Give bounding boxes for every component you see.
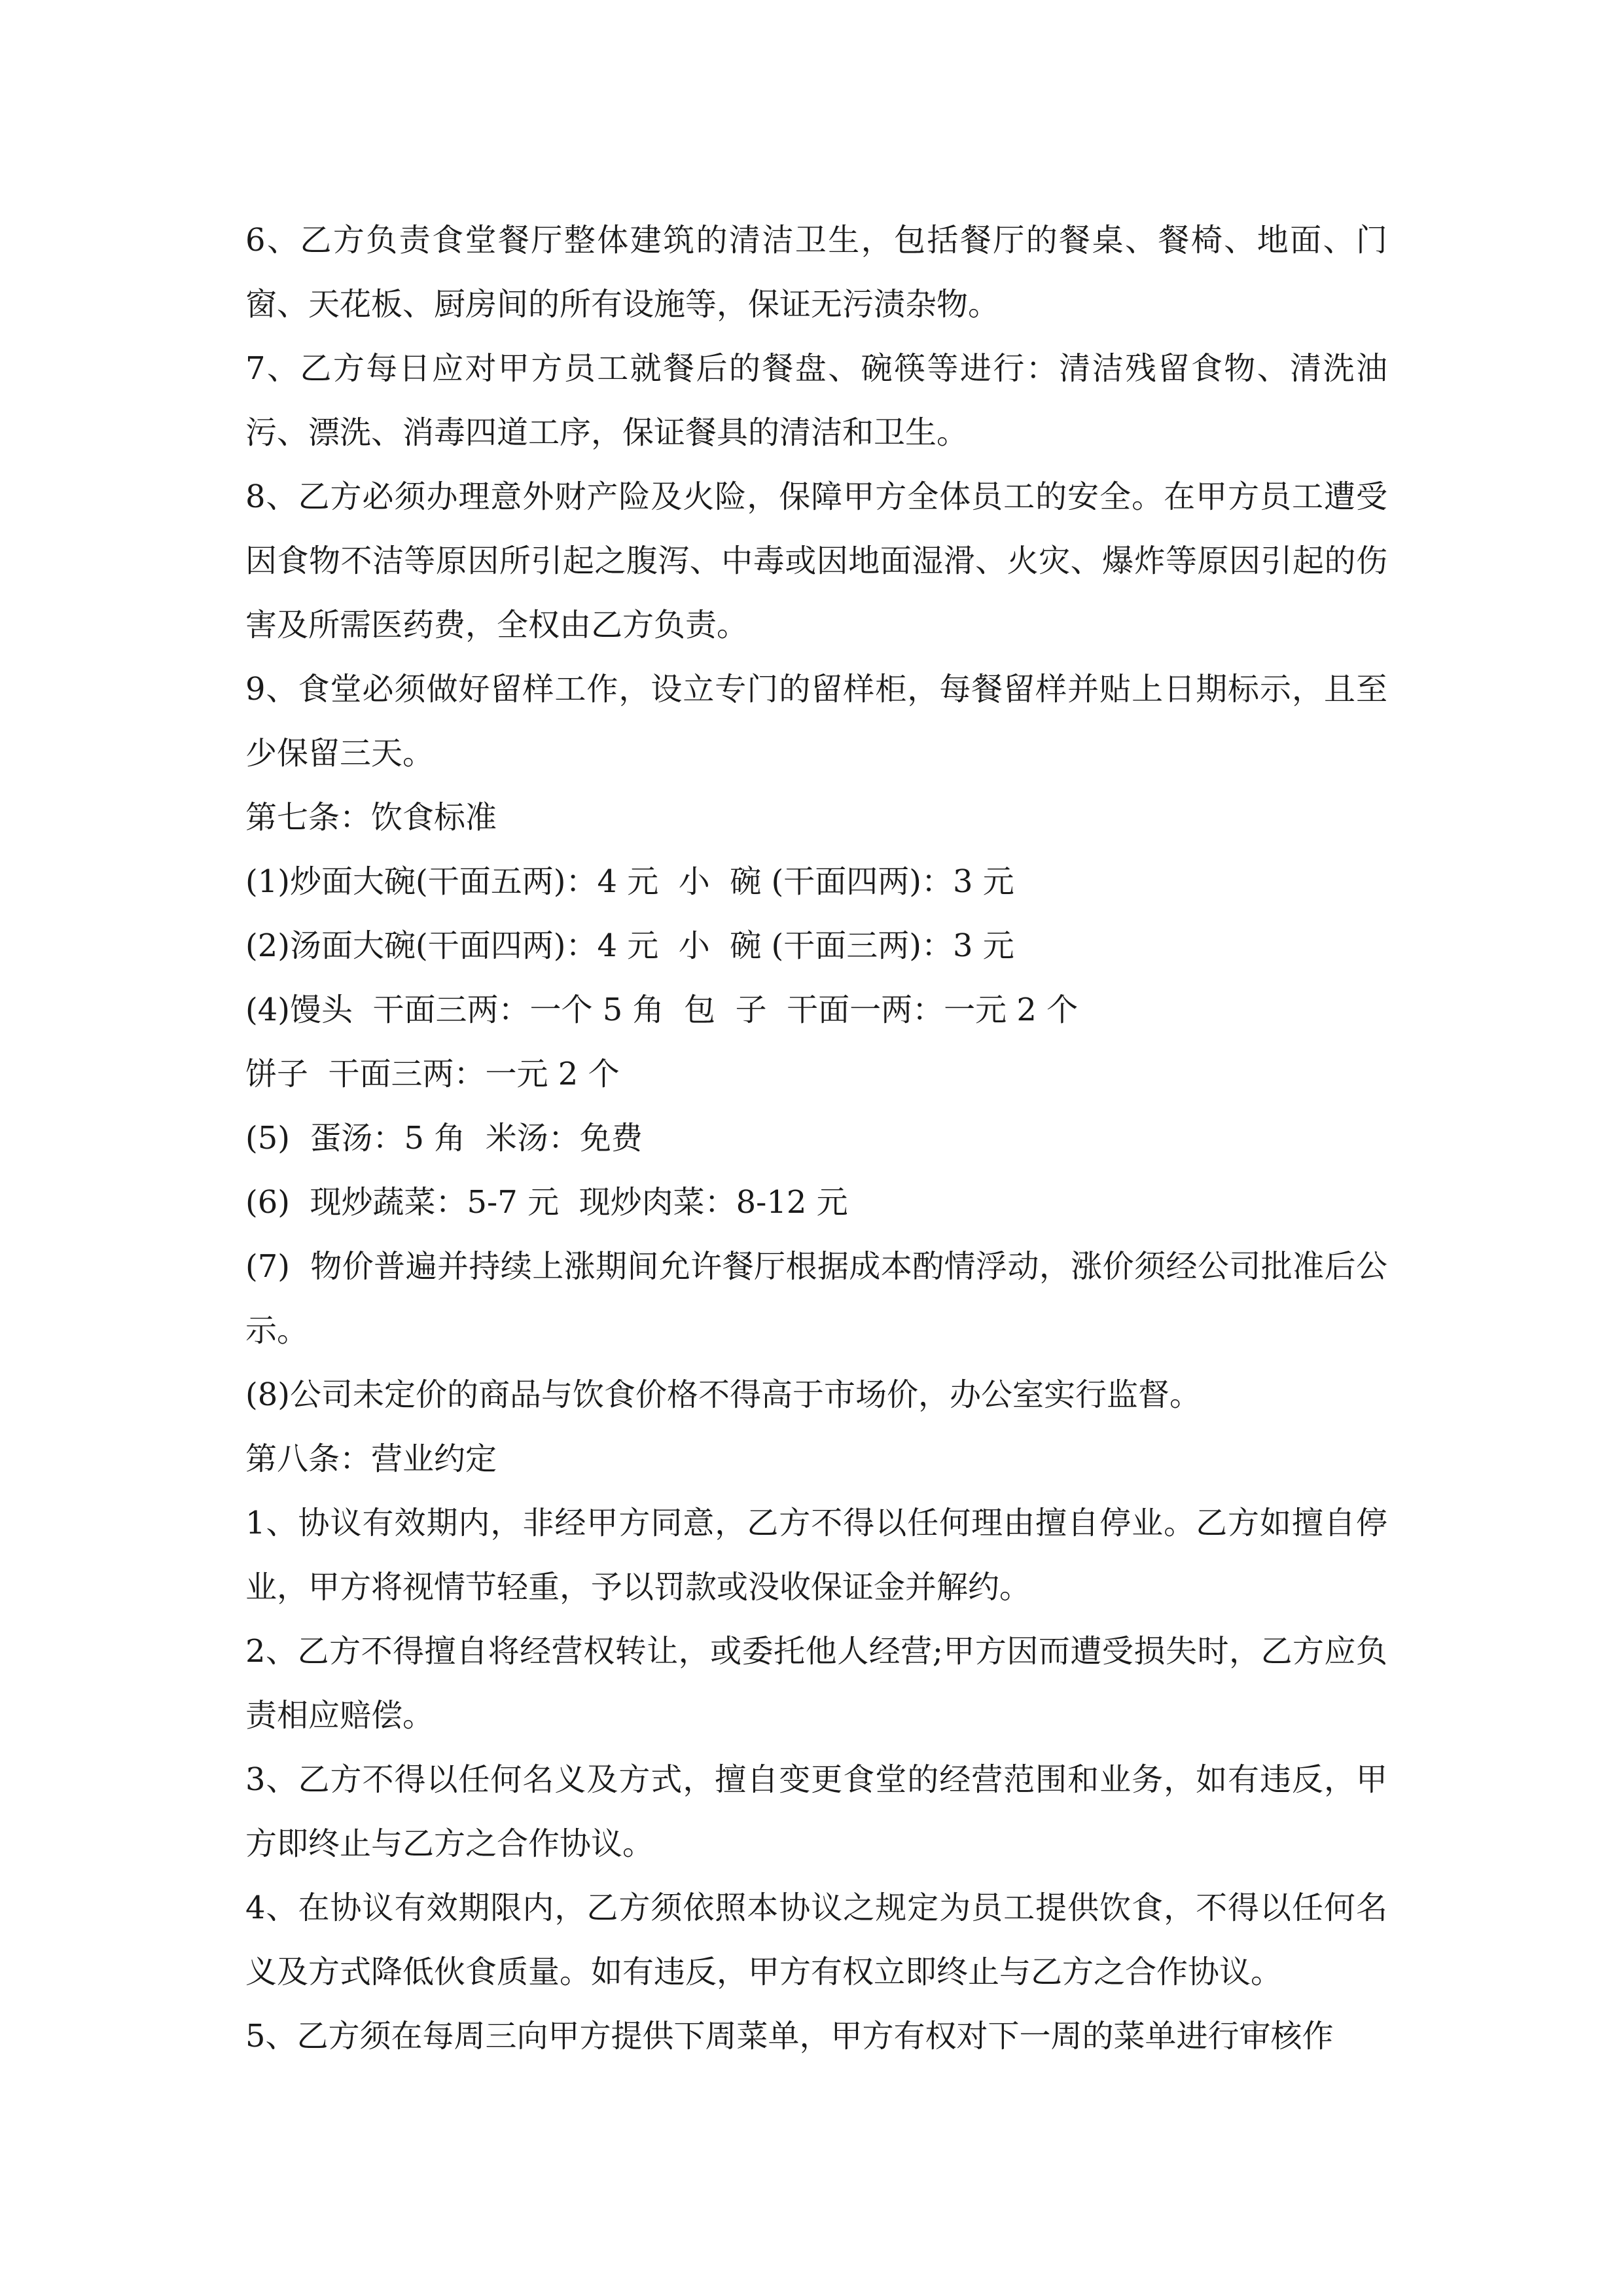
price-item: (1)炒面大碗(干面五两)：4 元 小 碗 (干面四两)：3 元 (245, 863, 1014, 900)
section-heading: 第八条：营业约定 (245, 1441, 497, 1477)
clause-paragraph: 8、乙方必须办理意外财产险及火险，保障甲方全体员工的安全。在甲方员工遭受因食物不洁等原因所引起之腹泻、中毒或因地面湿滑、火灾、爆炸等原因引起的伤害及所需医药费，全权由乙方负责。 (245, 478, 1387, 643)
clause-paragraph: 6、乙方负责食堂餐厅整体建筑的清洁卫生，包括餐厅的餐桌、餐椅、地面、门窗、天花板、厨房间的所有设施等，保证无污渍杂物。 (245, 222, 1387, 323)
clause-paragraph: 4、在协议有效期限内，乙方须依照本协议之规定为员工提供饮食，不得以任何名义及方式降低伙食质量。如有违反，甲方有权立即终止与乙方之合作协议。 (245, 1890, 1387, 1990)
clause-paragraph: 3、乙方不得以任何名义及方式，擅自变更食堂的经营范围和业务，如有违反，甲方即终止与乙方之合作协议。 (245, 1761, 1387, 1862)
section-heading: 第七条：饮食标准 (245, 799, 497, 836)
clause-paragraph: 2、乙方不得擅自将经营权转让，或委托他人经营;甲方因而遭受损失时，乙方应负责相应赔偿。 (245, 1633, 1387, 1734)
clause-paragraph: 1、协议有效期内，非经甲方同意，乙方不得以任何理由擅自停业。乙方如擅自停业，甲方将视情节轻重，予以罚款或没收保证金并解约。 (245, 1505, 1387, 1605)
price-item: (8)公司未定价的商品与饮食价格不得高于市场价，办公室实行监督。 (245, 1376, 1201, 1413)
price-item: (7) 物价普遍并持续上涨期间允许餐厅根据成本酌情浮动，涨价须经公司批准后公示。 (245, 1248, 1387, 1349)
clause-paragraph: 7、乙方每日应对甲方员工就餐后的餐盘、碗筷等进行：清洁残留食物、清洗油污、漂洗、消毒四道工序，保证餐具的清洁和卫生。 (245, 350, 1387, 451)
clause-paragraph: 5、乙方须在每周三向甲方提供下周菜单，甲方有权对下一周的菜单进行审核作 (245, 2018, 1334, 2054)
price-item: (4)馒头 干面三两：一个 5 角 包 子 干面一两：一元 2 个 (245, 992, 1079, 1028)
price-item: (5) 蛋汤：5 角 米汤：免费 (245, 1120, 643, 1157)
document-page (245, 208, 1387, 2068)
price-item: (6) 现炒蔬菜：5-7 元 现炒肉菜：8-12 元 (245, 1184, 848, 1221)
price-item: (2)汤面大碗(干面四两)：4 元 小 碗 (干面三两)：3 元 (245, 927, 1014, 964)
price-item: 饼子 干面三两：一元 2 个 (245, 1056, 620, 1092)
clause-paragraph: 9、食堂必须做好留样工作，设立专门的留样柜，每餐留样并贴上日期标示，且至少保留三天。 (245, 671, 1387, 772)
